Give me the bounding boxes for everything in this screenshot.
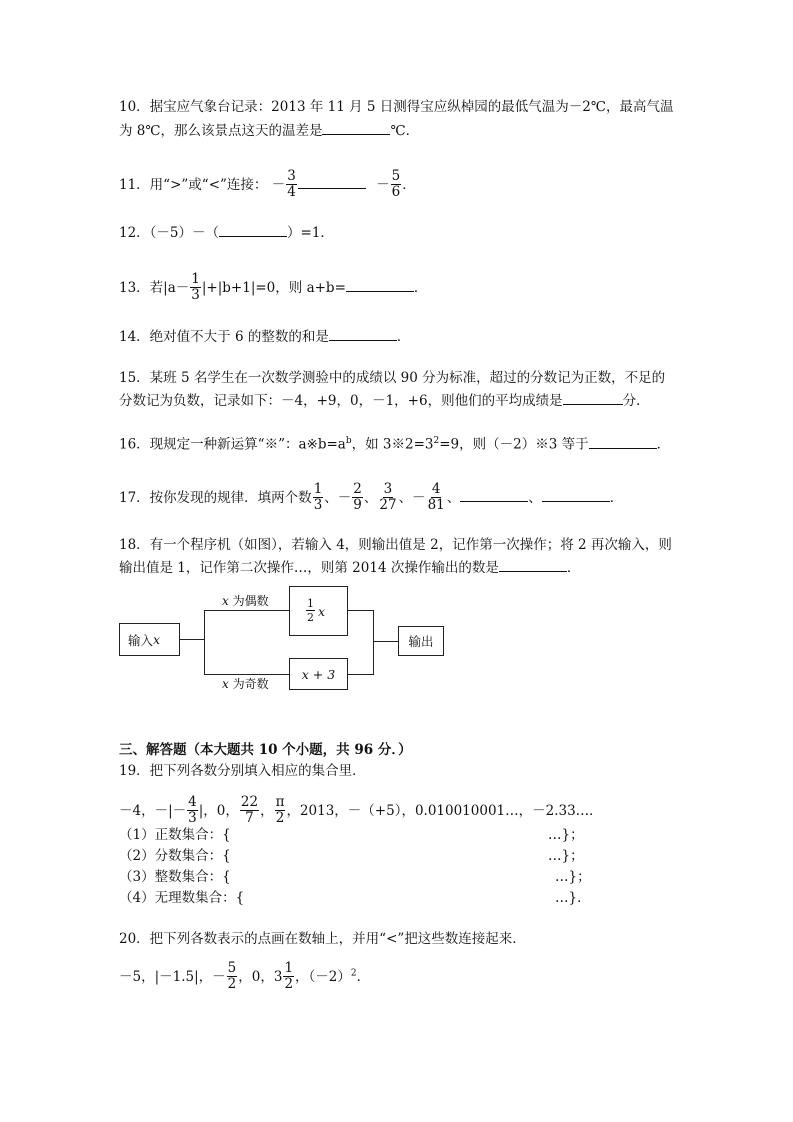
q20-fraction-1-2: $\frac{1}{2}$	[284, 960, 294, 992]
q18-suffix: ．	[566, 560, 581, 576]
q13-answer-blank[interactable]	[346, 277, 414, 292]
flow-wire-out	[373, 641, 398, 642]
q11-end: ．	[402, 177, 416, 193]
q17-answer-blank-2[interactable]	[542, 487, 610, 502]
flow-output-box	[398, 626, 444, 656]
flow-wire-even-out	[348, 610, 373, 611]
q15-answer-blank[interactable]	[563, 390, 623, 405]
flow-wire-split	[204, 610, 205, 675]
q20-n4: ．	[356, 969, 371, 985]
flow-input-box	[119, 623, 180, 656]
q16-sup-b: b	[345, 436, 352, 446]
flow-wire-in	[180, 639, 204, 640]
q19-set-irrational-end: …}．	[555, 890, 591, 906]
q14-answer-blank[interactable]	[329, 326, 397, 341]
q12-text: 12．（－5）－（	[119, 225, 220, 241]
q20-sup-2: 2	[350, 968, 357, 979]
q20-n3: ，（－2）	[295, 969, 351, 985]
q10-unit: ℃．	[390, 123, 420, 139]
q17-text: 17．按你发现的规律．填两个数	[119, 490, 312, 506]
q17-line	[119, 483, 623, 514]
q19-intro: 19．把下列各数分别填入相应的集合里．	[119, 763, 366, 779]
q10-line1: 10．据宝应气象台记录：2013 年 11 月 5 日测得宝应纵棹园的最低气温为－2℃，最高气温	[119, 99, 674, 115]
q17-suffix: ．	[609, 490, 624, 506]
q12-line	[119, 222, 334, 243]
q19-n2: |，0，	[198, 803, 239, 819]
q14-line	[119, 326, 410, 347]
q13-fraction-1-3: $\frac{1}{3}$	[191, 271, 200, 303]
q11-line	[119, 170, 416, 201]
q20-n2: ，0，3	[238, 969, 283, 985]
q16-answer-blank[interactable]	[589, 434, 657, 449]
q17-sep2: 、	[363, 490, 378, 506]
q15-text: 分数记为负数，记录如下：－4，+9，0，－1，+6，则他们的平均成绩是	[119, 393, 563, 409]
q11-text: 11．用“>”或“<”连接：	[119, 177, 268, 193]
q18-answer-blank[interactable]	[499, 557, 567, 572]
q19-set-positive-end: …}；	[548, 827, 584, 843]
q12-answer-blank[interactable]	[219, 222, 287, 237]
q20-numbers	[119, 962, 370, 993]
flow-input-var: x	[153, 632, 161, 647]
q19-n3: ，	[260, 803, 274, 819]
q16-mid2: =9，则（－2）※3 等于	[439, 436, 589, 453]
flow-plus3-box	[289, 658, 348, 690]
q16-line	[119, 431, 670, 455]
q14-suffix: ．	[396, 329, 411, 345]
q17-answer-blank-1[interactable]	[460, 487, 528, 502]
q16-mid: ，如 3※2=3	[351, 436, 434, 453]
q19-n1: －4，－|－	[119, 803, 187, 819]
q11-sign2: －	[376, 177, 390, 193]
q11-fraction-3-4: $\frac{3}{4}$	[287, 168, 296, 200]
flow-output-label: 输出	[408, 634, 434, 649]
q18-text: 输出值是 1，记作第二次操作…，则第 2014 次操作输出的数是	[119, 560, 499, 576]
q19-fraction-22-7: $\frac{22}{7}$	[240, 794, 259, 826]
flow-half-var: x	[318, 603, 326, 619]
q17-fraction-2-9: $\frac{2}{9}$	[353, 481, 362, 513]
q11-answer-blank[interactable]	[298, 174, 366, 189]
q13-line	[119, 273, 427, 304]
q20-intro: 20．把下列各数表示的点画在数轴上，并用“<”把这些数连接起来．	[119, 931, 526, 947]
flow-even-label: x 为偶数	[222, 594, 269, 608]
q18-line1: 18．有一个程序机（如图），若输入 4，则输出值是 2，记作第一次操作；将 2 再次输入，则	[119, 537, 672, 553]
flow-input-label: 输入	[128, 632, 154, 648]
flow-odd-label: x 为奇数	[222, 677, 269, 691]
q15-line2	[119, 390, 650, 411]
q20-n1: －5，|－1.5|，－	[119, 969, 226, 985]
q19-fraction-4-3: $\frac{4}{3}$	[188, 794, 197, 826]
q19-set-integer: （3）整数集合：{	[119, 869, 231, 885]
q17-sep1: 、－	[324, 490, 352, 506]
q11-sign1: －	[271, 177, 286, 193]
q16-suffix: ．	[656, 436, 671, 453]
flow-wire-merge	[373, 610, 374, 675]
q12-suffix: ）=1．	[287, 225, 334, 241]
q15-line1: 15．某班 5 名学生在一次数学测验中的成绩以 90 分为标准，超过的分数记为正数，不足的	[119, 370, 666, 386]
q19-set-fraction-end: …}；	[548, 848, 584, 864]
q14-text: 14．绝对值不大于 6 的整数的和是	[119, 329, 329, 345]
q17-fraction-1-3: $\frac{1}{3}$	[313, 481, 323, 513]
q20-fraction-5-2: $\frac{5}{2}$	[227, 960, 237, 992]
q11-fraction-5-6: $\frac{5}{6}$	[391, 168, 401, 200]
q17-sep4: 、	[446, 490, 461, 506]
q17-sep3: 、－	[398, 490, 426, 506]
q19-set-positive: （1）正数集合：{	[119, 827, 231, 843]
section3-title: 三、解答题（本大题共 10 个小题，共 96 分．）	[119, 742, 412, 758]
q10-text: 为 8℃，那么该景点这天的温差是	[119, 123, 323, 139]
flow-half-fraction: $\frac{1}{2}$	[307, 596, 314, 624]
q19-set-fraction: （2）分数集合：{	[119, 848, 231, 864]
flow-half-box	[289, 586, 348, 636]
q19-set-irrational: （4）无理数集合：{	[119, 890, 245, 906]
q17-fraction-4-81: $\frac{4}{81}$	[427, 481, 445, 513]
q17-sep5: 、	[528, 490, 542, 506]
q13-suffix: ．	[413, 280, 428, 296]
q16-sup-2: 2	[433, 436, 440, 446]
q17-fraction-3-27: $\frac{3}{27}$	[379, 481, 397, 513]
q19-set-integer-end: …}；	[555, 869, 591, 885]
q19-numbers	[119, 796, 603, 827]
flow-plus3-label: x + 3	[301, 666, 336, 682]
flow-wire-odd-out	[348, 674, 373, 675]
q10-line2	[119, 120, 419, 141]
q16-text: 16．现规定一种新运算“※”：a※b=a	[119, 436, 346, 453]
q18-line2	[119, 557, 580, 578]
q19-n4: ，2013，－（+5），0.010010001…，－2.33…．	[286, 803, 603, 819]
q13-text: 13．若|a－	[119, 280, 190, 296]
q15-unit: 分．	[622, 393, 650, 409]
q13-middle: |+|b+1|=0，则 a+b=	[201, 280, 346, 296]
q10-answer-blank[interactable]	[322, 120, 390, 135]
q19-fraction-pi-2: $\frac{\pi}{2}$	[275, 794, 285, 826]
